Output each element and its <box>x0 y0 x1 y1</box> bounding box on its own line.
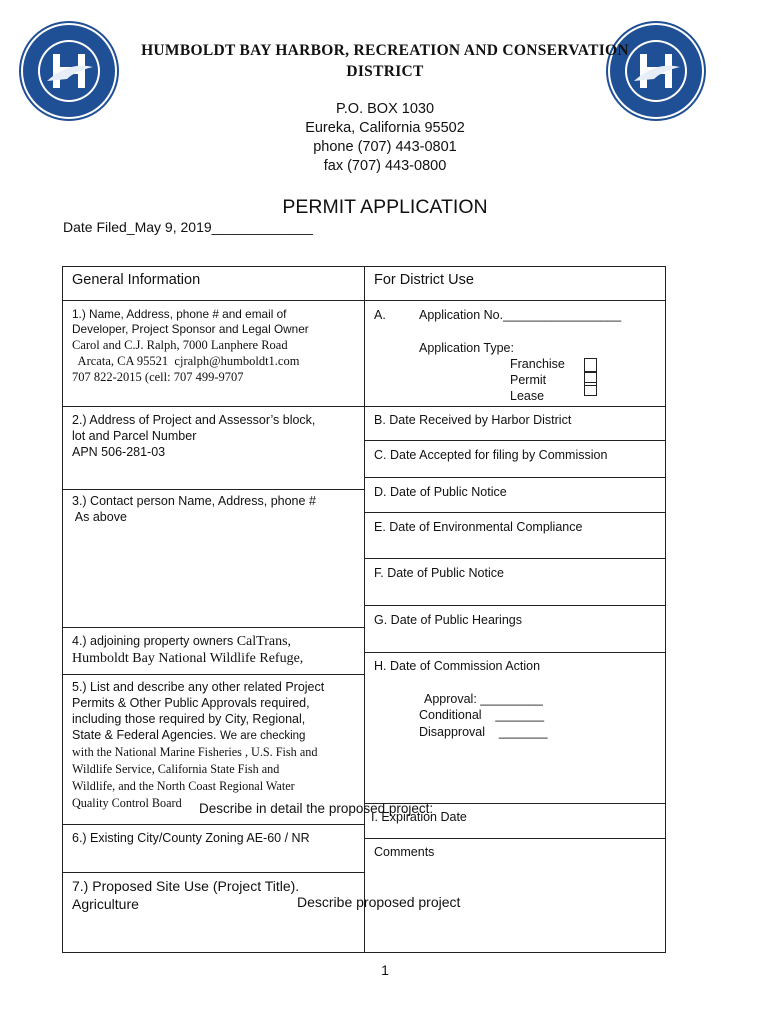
comments-label[interactable]: Comments <box>374 845 435 859</box>
address-fax: fax (707) 443-0800 <box>323 158 447 174</box>
d-date-public-notice[interactable]: D. Date of Public Notice <box>374 485 507 499</box>
address-city: Eureka, California 95502 <box>305 120 465 136</box>
org-name-line2: DISTRICT <box>346 63 424 80</box>
q4-value-line1[interactable]: CalTrans, <box>236 634 292 649</box>
i-expiration-date[interactable]: I. Expiration Date <box>371 810 467 824</box>
right-rule-g <box>364 652 666 653</box>
address-phone: phone (707) 443-0801 <box>313 139 457 155</box>
q5-line4-label: State & Federal Agencies. <box>72 728 217 742</box>
address-pobox: P.O. BOX 1030 <box>335 101 435 117</box>
general-information-header: General Information <box>72 272 201 288</box>
left-rule-q4 <box>62 674 364 675</box>
q5-value-line3[interactable]: Wildlife, and the North Coast Regional Water <box>72 779 295 793</box>
left-rule-q3 <box>62 627 364 628</box>
e-date-environmental[interactable]: E. Date of Environmental Compliance <box>374 520 583 534</box>
left-rule-q6 <box>62 872 364 873</box>
column-divider <box>364 266 365 953</box>
left-rule-q2 <box>62 489 364 490</box>
g-date-public-hearings[interactable]: G. Date of Public Hearings <box>374 613 522 627</box>
right-rule-i <box>364 838 666 839</box>
q6-zoning[interactable]: 6.) Existing City/County Zoning AE-60 / NR <box>72 831 310 845</box>
district-use-header: For District Use <box>374 272 474 288</box>
q3-value[interactable]: As above <box>72 510 127 524</box>
right-rule-e <box>364 558 666 559</box>
describe-project-detail-overlay: Describe in detail the proposed project: <box>199 801 434 816</box>
conditional-field[interactable]: Conditional _______ <box>419 708 545 722</box>
q5-value-line2[interactable]: Wildlife Service, California State Fish and <box>72 762 280 776</box>
org-name-line1: HUMBOLDT BAY HARBOR, RECREATION AND CONSERVATION <box>141 42 629 59</box>
describe-project-overlay: Describe proposed project <box>297 894 461 910</box>
q1-label-line1: 1.) Name, Address, phone # and email of <box>72 307 287 321</box>
q2-label-line1: 2.) Address of Project and Assessor’s block, <box>72 413 316 427</box>
q1-value-line2[interactable]: Arcata, CA 95521 cjralph@humboldt1.com <box>72 354 300 368</box>
right-rule-header <box>364 300 666 301</box>
approval-field[interactable]: Approval: _________ <box>424 692 543 706</box>
right-rule-d <box>364 512 666 513</box>
q5-value-line1[interactable]: with the National Marine Fisheries , U.S. Fish and <box>72 745 318 759</box>
q1-value-line1[interactable]: Carol and C.J. Ralph, 7000 Lanphere Road <box>72 338 288 352</box>
q5-line3: including those required by City, Regional, <box>72 712 306 726</box>
left-rule-q1 <box>62 406 364 407</box>
left-rule-header <box>62 300 364 301</box>
page-number: 1 <box>381 962 389 978</box>
f-date-public-notice[interactable]: F. Date of Public Notice <box>374 566 504 580</box>
q4-line1 <box>72 633 291 650</box>
q7-label: 7.) Proposed Site Use (Project Title). <box>72 878 300 894</box>
q5-line4-note[interactable]: We are checking <box>220 730 306 742</box>
b-date-received[interactable]: B. Date Received by Harbor District <box>374 413 572 427</box>
q1-value-line3[interactable]: 707 822-2015 (cell: 707 499-9707 <box>72 370 244 384</box>
q5-line4 <box>72 727 305 744</box>
q2-value[interactable]: APN 506-281-03 <box>72 445 166 459</box>
right-rule-f <box>364 605 666 606</box>
q2-label-line2: lot and Parcel Number <box>72 429 197 443</box>
form-title: PERMIT APPLICATION <box>282 196 488 218</box>
h-date-commission-action[interactable]: H. Date of Commission Action <box>374 659 541 673</box>
franchise-checkbox[interactable] <box>584 358 597 372</box>
q5-line1: 5.) List and describe any other related Project <box>72 680 325 694</box>
disapproval-field[interactable]: Disapproval _______ <box>419 725 548 739</box>
q4-value-line2[interactable]: Humboldt Bay National Wildlife Refuge, <box>72 651 304 666</box>
q4-label: 4.) adjoining property owners <box>72 634 234 648</box>
application-type-label: Application Type: <box>419 341 514 355</box>
type-permit-label: Permit <box>510 373 547 387</box>
date-filed-field[interactable]: Date Filed_May 9, 2019_____________ <box>63 219 313 235</box>
q5-line2: Permits & Other Public Approvals required, <box>72 696 310 710</box>
q3-label: 3.) Contact person Name, Address, phone # <box>72 494 316 508</box>
left-rule-q5 <box>62 824 364 825</box>
q5-value-line4[interactable]: Quality Control Board <box>72 796 182 810</box>
lease-checkbox[interactable] <box>584 382 597 396</box>
type-lease-label: Lease <box>510 389 545 403</box>
application-number-field[interactable]: Application No._________________ <box>419 308 622 322</box>
q7-value[interactable]: Agriculture <box>72 896 139 912</box>
right-rule-b <box>364 440 666 441</box>
right-rule-c <box>364 477 666 478</box>
a-letter: A. <box>374 308 386 322</box>
c-date-accepted[interactable]: C. Date Accepted for filing by Commission <box>374 448 608 462</box>
right-rule-a <box>364 406 666 407</box>
q1-label-line2: Developer, Project Sponsor and Legal Owner <box>72 322 309 336</box>
type-franchise-label: Franchise <box>510 357 565 371</box>
